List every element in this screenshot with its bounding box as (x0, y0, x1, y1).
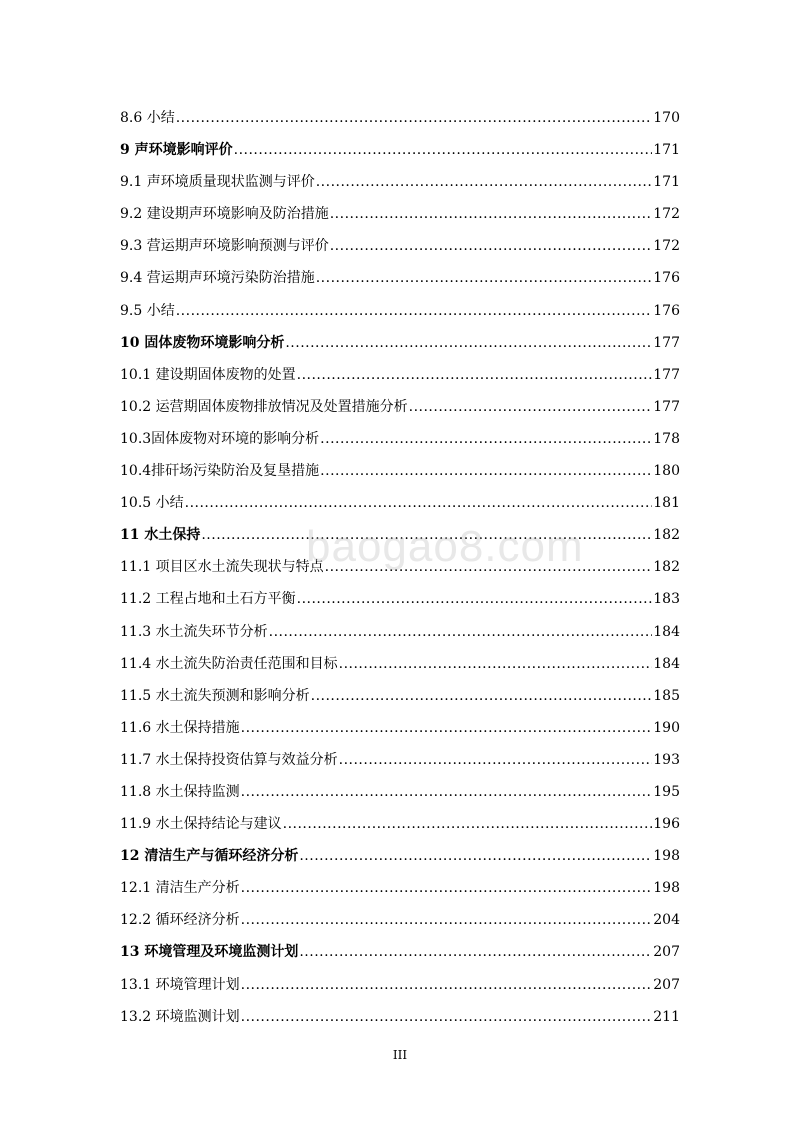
toc-entry-title: 11.4 水土流失防治责任范围和目标 (120, 655, 338, 672)
toc-entry-title: 11.8 水土保持监测 (120, 783, 240, 800)
toc-dot-leader (234, 136, 653, 164)
toc-entry-title: 10.3固体废物对环境的影响分析 (120, 430, 320, 447)
toc-section-entry[interactable] (120, 232, 680, 264)
toc-dot-leader (339, 746, 653, 774)
toc-entry-page-number: 198 (653, 880, 680, 897)
toc-dot-leader (330, 232, 653, 260)
toc-entry-page-number: 170 (653, 110, 680, 126)
toc-section-entry[interactable] (120, 361, 680, 393)
toc-section-entry[interactable] (120, 104, 680, 136)
toc-entry-page-number: 176 (653, 302, 680, 319)
toc-dot-leader (185, 489, 653, 517)
toc-entry-page-number: 204 (653, 912, 680, 929)
toc-dot-leader (176, 297, 653, 325)
toc-section-entry[interactable] (120, 810, 680, 842)
toc-dot-leader (241, 1003, 653, 1031)
toc-entry-title: 9.3 营运期声环境影响预测与评价 (120, 238, 329, 255)
toc-entry-page-number: 182 (653, 527, 680, 544)
toc-entry-title: 11.2 工程占地和土石方平衡 (120, 591, 296, 608)
toc-dot-leader (201, 521, 652, 549)
toc-entry-page-number: 171 (653, 142, 680, 159)
toc-dot-leader (269, 618, 653, 646)
toc-entry-page-number: 185 (653, 687, 680, 704)
page-number: III (392, 1048, 408, 1062)
toc-section-entry[interactable] (120, 874, 680, 906)
toc-entry-title: 13 环境管理及环境监测计划 (120, 944, 299, 961)
toc-entry-title: 9.1 声环境质量现状监测与评价 (120, 174, 315, 191)
toc-section-entry[interactable] (120, 297, 680, 329)
toc-entry-title: 13.1 环境管理计划 (120, 976, 240, 993)
toc-section-entry[interactable] (120, 1003, 680, 1035)
toc-chapter-entry[interactable] (120, 938, 680, 970)
toc-dot-leader (241, 971, 653, 999)
toc-entry-title: 11.1 项目区水土流失现状与特点 (120, 559, 324, 576)
toc-section-entry[interactable] (120, 585, 680, 617)
toc-section-entry[interactable] (120, 393, 680, 425)
toc-entry-page-number: 196 (653, 816, 680, 833)
toc-entry-page-number: 184 (653, 655, 680, 672)
toc-entry-title: 11 水土保持 (120, 527, 201, 544)
toc-entry-title: 12 清洁生产与循环经济分析 (120, 848, 299, 865)
toc-dot-leader (339, 650, 653, 678)
toc-dot-leader (285, 329, 652, 357)
toc-entry-title: 10.5 小结 (120, 495, 184, 512)
toc-chapter-entry[interactable] (120, 842, 680, 874)
toc-dot-leader (330, 200, 653, 228)
toc-section-entry[interactable] (120, 618, 680, 650)
toc-entry-title: 10.1 建设期固体废物的处置 (120, 366, 296, 383)
toc-dot-leader (299, 842, 652, 870)
toc-chapter-entry[interactable] (120, 136, 680, 168)
toc-dot-leader (311, 682, 653, 710)
toc-dot-leader (320, 425, 652, 453)
toc-entry-title: 8.6 小结 (120, 110, 175, 126)
toc-dot-leader (299, 938, 652, 966)
toc-entry-title: 12.1 清洁生产分析 (120, 880, 240, 897)
toc-entry-page-number: 211 (653, 1008, 680, 1025)
toc-entry-title: 11.5 水土流失预测和影响分析 (120, 687, 310, 704)
toc-entry-page-number: 171 (653, 174, 680, 191)
toc-entry-page-number: 195 (653, 783, 680, 800)
toc-entry-page-number: 172 (653, 238, 680, 255)
toc-entry-page-number: 176 (653, 270, 680, 287)
toc-entry-page-number: 182 (653, 559, 680, 576)
toc-entry-page-number: 207 (653, 976, 680, 993)
toc-dot-leader (176, 104, 653, 132)
toc-entry-page-number: 207 (653, 944, 680, 961)
toc-entry-title: 9.5 小结 (120, 302, 175, 319)
toc-section-entry[interactable] (120, 714, 680, 746)
toc-entry-page-number: 172 (653, 206, 680, 223)
toc-entry-title: 13.2 环境监测计划 (120, 1008, 240, 1025)
toc-section-entry[interactable] (120, 553, 680, 585)
toc-entry-title: 10.2 运营期固体废物排放情况及处置措施分析 (120, 398, 408, 415)
toc-entry-title: 9 声环境影响评价 (120, 142, 233, 159)
toc-entry-title: 9.4 营运期声环境污染防治措施 (120, 270, 315, 287)
toc-dot-leader (409, 393, 653, 421)
toc-entry-title: 11.9 水土保持结论与建议 (120, 816, 282, 833)
toc-entry-page-number: 198 (653, 848, 680, 865)
toc-entry-page-number: 190 (653, 719, 680, 736)
toc-dot-leader (325, 553, 653, 581)
toc-entry-page-number: 193 (653, 751, 680, 768)
toc-entry-page-number: 177 (653, 334, 680, 351)
toc-section-entry[interactable] (120, 168, 680, 200)
toc-entry-page-number: 177 (653, 366, 680, 383)
toc-dot-leader (297, 585, 653, 613)
toc-dot-leader (241, 906, 653, 934)
toc-chapter-entry[interactable] (120, 329, 680, 361)
toc-entry-page-number: 178 (653, 430, 680, 447)
toc-entry-title: 12.2 循环经济分析 (120, 912, 240, 929)
toc-dot-leader (241, 778, 653, 806)
toc-section-entry[interactable] (120, 457, 680, 489)
toc-dot-leader (241, 874, 653, 902)
toc-section-entry[interactable] (120, 489, 680, 521)
toc-section-entry[interactable] (120, 264, 680, 296)
toc-entry-title: 10.4排矸场污染防治及复垦措施 (120, 463, 320, 480)
toc-section-entry[interactable] (120, 682, 680, 714)
toc-entry-page-number: 177 (653, 398, 680, 415)
toc-section-entry[interactable] (120, 778, 680, 810)
toc-dot-leader (320, 457, 652, 485)
toc-section-entry[interactable] (120, 971, 680, 1003)
toc-entry-title: 11.3 水土流失环节分析 (120, 623, 268, 640)
toc-dot-leader (316, 264, 653, 292)
toc-entry-page-number: 181 (653, 495, 680, 512)
toc-dot-leader (283, 810, 653, 838)
table-of-contents (120, 104, 680, 1035)
toc-entry-title: 9.2 建设期声环境影响及防治措施 (120, 206, 329, 223)
toc-chapter-entry[interactable] (120, 521, 680, 553)
toc-dot-leader (316, 168, 653, 196)
toc-entry-title: 10 固体废物环境影响分析 (120, 334, 285, 351)
toc-entry-page-number: 184 (653, 623, 680, 640)
toc-section-entry[interactable] (120, 906, 680, 938)
toc-section-entry[interactable] (120, 200, 680, 232)
toc-entry-title: 11.7 水土保持投资估算与效益分析 (120, 751, 338, 768)
toc-section-entry[interactable] (120, 650, 680, 682)
toc-dot-leader (241, 714, 653, 742)
toc-entry-page-number: 183 (653, 591, 680, 608)
watermark: baogao8.com (306, 522, 584, 571)
toc-entry-title: 11.6 水土保持措施 (120, 719, 240, 736)
toc-entry-page-number: 180 (653, 463, 680, 480)
toc-dot-leader (297, 361, 653, 389)
toc-section-entry[interactable] (120, 425, 680, 457)
toc-section-entry[interactable] (120, 746, 680, 778)
